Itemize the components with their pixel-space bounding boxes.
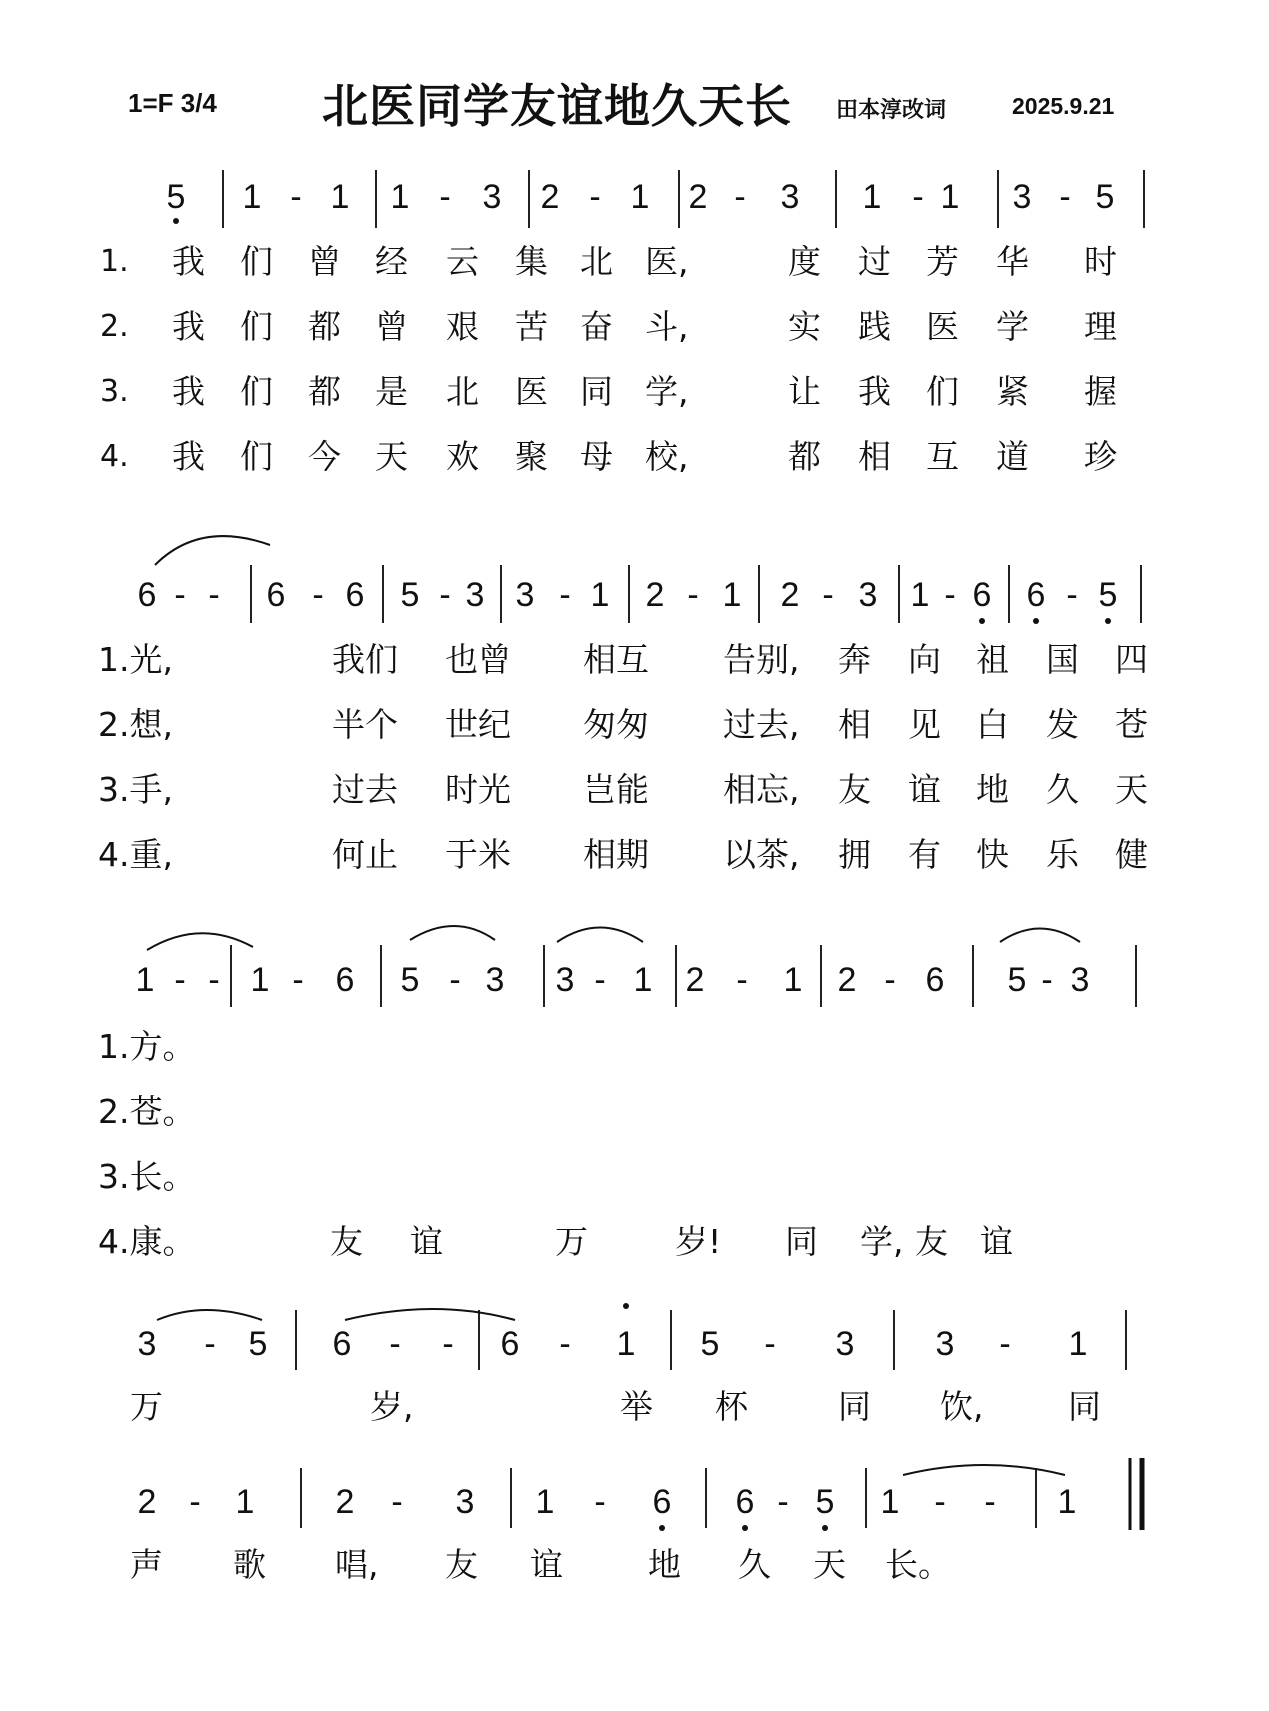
lyric-char: 们 — [240, 437, 273, 476]
note: 2 — [335, 1483, 355, 1521]
dash: - — [884, 961, 896, 999]
lyric-word: 何止 — [332, 835, 398, 874]
note: 6 — [925, 961, 945, 999]
barline — [1008, 565, 1010, 623]
lyric-word: 相忘, — [723, 770, 800, 809]
lyric-char: 珍 — [1084, 437, 1117, 476]
barline — [1140, 565, 1142, 623]
barline — [222, 170, 224, 228]
verse-ending: 1.方。 — [98, 1027, 196, 1066]
lyric-char: 道 — [996, 437, 1029, 476]
octave-dot — [742, 1525, 748, 1531]
dash: - — [391, 1483, 403, 1521]
note: 2 — [540, 178, 560, 216]
barline — [675, 945, 677, 1007]
chorus-lyric: 唱, — [335, 1545, 379, 1584]
note: 3 — [137, 1325, 157, 1363]
chorus-lyric: 杯 — [715, 1387, 748, 1426]
dash: - — [594, 961, 606, 999]
barline — [478, 1310, 480, 1370]
lyric-word: 发 — [1046, 705, 1079, 744]
dash: - — [984, 1483, 996, 1521]
lyric-word: 世纪 — [445, 705, 511, 744]
octave-dot — [173, 218, 179, 224]
octave-dot — [1033, 618, 1039, 624]
note: 3 — [858, 576, 878, 614]
dash: - — [589, 178, 601, 216]
chorus-lyric: 饮, — [940, 1387, 984, 1426]
lyric-char: 握 — [1084, 372, 1117, 411]
lyric-char: 校, — [645, 437, 689, 476]
note: 3 — [935, 1325, 955, 1363]
barline — [1035, 1468, 1037, 1528]
lyric-word: 岂能 — [583, 770, 649, 809]
barline — [295, 1310, 297, 1370]
dash: - — [736, 961, 748, 999]
note: 1 — [235, 1483, 255, 1521]
dash: - — [764, 1325, 776, 1363]
lyric-char: 医 — [515, 372, 548, 411]
verse-line-label: 3.手, — [98, 770, 173, 809]
lyric-char: 云 — [446, 242, 479, 281]
lyric-char: 奋 — [580, 307, 613, 346]
note: 1 — [862, 178, 882, 216]
lyric-char: 学, — [645, 372, 689, 411]
barline — [705, 1468, 707, 1528]
lyric-char: 同 — [580, 372, 613, 411]
note: 1 — [590, 576, 610, 614]
note: 1 — [633, 961, 653, 999]
slur — [155, 536, 270, 565]
note: 3 — [1012, 178, 1032, 216]
lyric-char: 曾 — [375, 307, 408, 346]
chorus-lyric: 同 — [1068, 1387, 1101, 1426]
dash: - — [999, 1325, 1011, 1363]
note: 2 — [645, 576, 665, 614]
lyric-char: 华 — [996, 242, 1029, 281]
lyric-char: 天 — [375, 437, 408, 476]
lyric-word: 相期 — [583, 835, 649, 874]
dash: - — [174, 961, 186, 999]
lyric-char: 曾 — [308, 242, 341, 281]
lyric-char: 们 — [240, 242, 273, 281]
dash: - — [208, 961, 220, 999]
lyric-word: 于米 — [445, 835, 511, 874]
note: 3 — [555, 961, 575, 999]
lyric-word: 乐 — [1046, 835, 1079, 874]
barline — [300, 1468, 302, 1528]
note: 5 — [815, 1483, 835, 1521]
lyric-word: 半个 — [332, 705, 398, 744]
dash: - — [439, 178, 451, 216]
note: 3 — [465, 576, 485, 614]
barline — [1135, 945, 1137, 1007]
lyric-word: 有 — [908, 835, 941, 874]
note: 6 — [652, 1483, 672, 1521]
note: 1 — [1057, 1483, 1077, 1521]
note: 1 — [1068, 1325, 1088, 1363]
verse-number: 2. — [100, 309, 129, 344]
note: 6 — [972, 576, 992, 614]
lyric-char: 理 — [1084, 307, 1117, 346]
note: 1 — [940, 178, 960, 216]
lyric-char: 今 — [308, 437, 341, 476]
key-signature: 1=F 3/4 — [128, 88, 217, 118]
dash: - — [439, 576, 451, 614]
lyric-word: 苍 — [1115, 705, 1148, 744]
lyric-char: 医, — [645, 242, 689, 281]
dash: - — [442, 1325, 454, 1363]
lyric-word: 国 — [1046, 640, 1079, 679]
lyric-word: 快 — [976, 835, 1009, 874]
lyric-word: 过去, — [723, 705, 800, 744]
note: 5 — [166, 178, 186, 216]
note: 1 — [722, 576, 742, 614]
lyric-word: 相 — [838, 705, 871, 744]
lyric-word: 谊 — [908, 770, 941, 809]
slur — [147, 933, 253, 950]
chorus-lyric: 谊 — [410, 1222, 443, 1261]
lyric-word: 告别, — [723, 640, 800, 679]
barline — [382, 565, 384, 623]
note: 6 — [335, 961, 355, 999]
lyric-char: 欢 — [446, 437, 479, 476]
barline — [678, 170, 680, 228]
barline — [820, 945, 822, 1007]
verse-ending: 2.苍。 — [98, 1092, 196, 1131]
dash: - — [687, 576, 699, 614]
lyric-char: 们 — [240, 372, 273, 411]
barline — [997, 170, 999, 228]
chorus-lyric: 友 — [330, 1222, 363, 1261]
verse-number: 3. — [100, 374, 129, 409]
slur — [1000, 929, 1080, 943]
note: 5 — [400, 961, 420, 999]
lyric-char: 学 — [996, 307, 1029, 346]
chorus-lyric: 举 — [620, 1387, 653, 1426]
dash: - — [734, 178, 746, 216]
dash: - — [292, 961, 304, 999]
dash: - — [174, 576, 186, 614]
lyric-word: 四 — [1115, 640, 1148, 679]
note: 3 — [515, 576, 535, 614]
lyric-word: 地 — [976, 770, 1009, 809]
song-title: 北医同学友谊地久天长 — [322, 79, 792, 133]
dash: - — [449, 961, 461, 999]
barline — [835, 170, 837, 228]
octave-dot — [979, 618, 985, 624]
barline — [898, 565, 900, 623]
slur — [557, 928, 643, 943]
lyric-char: 相 — [858, 437, 891, 476]
dash: - — [204, 1325, 216, 1363]
note: 2 — [137, 1483, 157, 1521]
dash: - — [559, 576, 571, 614]
lyric-word: 见 — [908, 705, 941, 744]
lyric-word: 向 — [908, 640, 941, 679]
note: 1 — [535, 1483, 555, 1521]
dash: - — [934, 1483, 946, 1521]
dash: - — [822, 576, 834, 614]
dash: - — [777, 1483, 789, 1521]
barline — [758, 565, 760, 623]
lyric-word: 以茶, — [723, 835, 800, 874]
octave-dot — [1105, 618, 1111, 624]
verse-line-label: 2.想, — [98, 705, 173, 744]
note: 5 — [248, 1325, 268, 1363]
slur — [345, 1309, 515, 1320]
lyric-char: 医 — [926, 307, 959, 346]
lyric-word: 友 — [838, 770, 871, 809]
note: 5 — [1095, 178, 1115, 216]
chorus-lyric: 声 — [130, 1545, 163, 1584]
verse-number: 1. — [100, 244, 129, 279]
chorus-lyric: 谊 — [530, 1545, 563, 1584]
lyric-char: 时 — [1084, 242, 1117, 281]
barline — [893, 1310, 895, 1370]
note: 1 — [250, 961, 270, 999]
chorus-lyric: 学, — [860, 1222, 904, 1261]
note: 1 — [135, 961, 155, 999]
dash: - — [944, 576, 956, 614]
dash: - — [1041, 961, 1053, 999]
lyric-char: 们 — [240, 307, 273, 346]
chorus-lyric: 岁, — [370, 1387, 414, 1426]
note: 5 — [400, 576, 420, 614]
lyric-char: 让 — [788, 372, 821, 411]
lyric-char: 我 — [172, 372, 205, 411]
lyric-word: 匆匆 — [583, 705, 649, 744]
dash: - — [1059, 178, 1071, 216]
slur — [903, 1465, 1065, 1475]
chorus-lyric: 岁! — [675, 1222, 722, 1261]
note: 5 — [1098, 576, 1118, 614]
dash: - — [594, 1483, 606, 1521]
verse-line-label: 1.光, — [98, 640, 173, 679]
lyric-word: 过去 — [332, 770, 398, 809]
lyric-word: 奔 — [838, 640, 871, 679]
verse-ending: 3.长。 — [98, 1157, 196, 1196]
note: 6 — [735, 1483, 755, 1521]
chorus-lyric: 友 — [445, 1545, 478, 1584]
note: 3 — [482, 178, 502, 216]
lyric-char: 集 — [515, 242, 548, 281]
lyric-char: 北 — [446, 372, 479, 411]
octave-dot — [822, 1525, 828, 1531]
lyric-char: 经 — [375, 242, 408, 281]
verse-line-label: 4.重, — [98, 835, 173, 874]
barline — [1125, 1310, 1127, 1370]
note: 6 — [137, 576, 157, 614]
lyric-char: 是 — [375, 372, 408, 411]
note: 1 — [242, 178, 262, 216]
dash: - — [189, 1483, 201, 1521]
lyric-char: 们 — [926, 372, 959, 411]
note: 2 — [837, 961, 857, 999]
chorus-lyric: 万 — [555, 1222, 588, 1261]
date-label: 2025.9.21 — [1012, 93, 1115, 119]
dash: - — [312, 576, 324, 614]
note: 3 — [835, 1325, 855, 1363]
barline — [670, 1310, 672, 1370]
barline — [510, 1468, 512, 1528]
lyric-char: 母 — [580, 437, 613, 476]
note: 1 — [330, 178, 350, 216]
lyric-word: 我们 — [332, 640, 398, 679]
lyric-char: 芳 — [926, 242, 959, 281]
barline — [865, 1468, 867, 1528]
verse-number: 4. — [100, 439, 129, 474]
lyric-char: 过 — [858, 242, 891, 281]
lyric-word: 也曾 — [445, 640, 511, 679]
octave-dot — [623, 1303, 629, 1309]
lyric-char: 践 — [858, 307, 891, 346]
note: 2 — [685, 961, 705, 999]
note: 5 — [700, 1325, 720, 1363]
dash: - — [208, 576, 220, 614]
note: 3 — [1070, 961, 1090, 999]
note: 3 — [780, 178, 800, 216]
lyric-char: 我 — [172, 437, 205, 476]
barline — [375, 170, 377, 228]
dash: - — [389, 1325, 401, 1363]
note: 6 — [1026, 576, 1046, 614]
lyric-char: 苦 — [515, 307, 548, 346]
lyric-char: 我 — [858, 372, 891, 411]
chorus-lyric: 地 — [648, 1545, 681, 1584]
lyric-char: 互 — [926, 437, 959, 476]
lyric-word: 拥 — [838, 835, 871, 874]
chorus-lyric: 长。 — [885, 1545, 951, 1584]
lyric-word: 时光 — [445, 770, 511, 809]
lyric-word: 相互 — [583, 640, 649, 679]
dash: - — [290, 178, 302, 216]
chorus-lyric: 友 — [915, 1222, 948, 1261]
slur — [410, 926, 495, 940]
barline — [230, 945, 232, 1007]
note: 1 — [630, 178, 650, 216]
lyric-char: 度 — [788, 242, 821, 281]
lyricist-credit: 田本淳改词 — [836, 98, 947, 123]
barline — [528, 170, 530, 228]
slur — [157, 1310, 262, 1320]
chorus-lyric: 同 — [785, 1222, 818, 1261]
lyric-char: 我 — [172, 242, 205, 281]
lyric-word: 久 — [1046, 770, 1079, 809]
lyric-word: 祖 — [976, 640, 1009, 679]
chorus-lyric: 万 — [130, 1387, 163, 1426]
barline — [972, 945, 974, 1007]
octave-dot — [659, 1525, 665, 1531]
lyric-char: 聚 — [515, 437, 548, 476]
chorus-lyric: 歌 — [233, 1545, 266, 1584]
barline — [1143, 170, 1145, 228]
lyric-char: 实 — [788, 307, 821, 346]
note: 5 — [1007, 961, 1027, 999]
lyric-char: 都 — [308, 372, 341, 411]
barline — [543, 945, 545, 1007]
dash: - — [1066, 576, 1078, 614]
lyric-char: 斗, — [645, 307, 689, 346]
chorus-lyric: 天 — [813, 1545, 846, 1584]
lyric-char: 艰 — [446, 307, 479, 346]
barline — [380, 945, 382, 1007]
note: 6 — [500, 1325, 520, 1363]
note: 3 — [485, 961, 505, 999]
chorus-lyric: 谊 — [980, 1222, 1013, 1261]
lyric-char: 紧 — [996, 372, 1029, 411]
note: 6 — [332, 1325, 352, 1363]
barline — [628, 565, 630, 623]
lyric-char: 我 — [172, 307, 205, 346]
dash: - — [912, 178, 924, 216]
note: 6 — [266, 576, 286, 614]
lyric-word: 天 — [1115, 770, 1148, 809]
barline — [500, 565, 502, 623]
note: 3 — [455, 1483, 475, 1521]
note: 1 — [616, 1325, 636, 1363]
note: 2 — [688, 178, 708, 216]
lyric-char: 都 — [308, 307, 341, 346]
verse-ending: 4.康。 — [98, 1222, 196, 1261]
barline — [250, 565, 252, 623]
chorus-lyric: 久 — [738, 1545, 771, 1584]
note: 2 — [780, 576, 800, 614]
lyric-char: 北 — [580, 242, 613, 281]
note: 6 — [345, 576, 365, 614]
lyric-word: 白 — [976, 705, 1009, 744]
note: 1 — [783, 961, 803, 999]
note: 1 — [880, 1483, 900, 1521]
dash: - — [559, 1325, 571, 1363]
lyric-word: 健 — [1115, 835, 1148, 874]
chorus-lyric: 同 — [838, 1387, 871, 1426]
lyric-char: 都 — [788, 437, 821, 476]
note: 1 — [390, 178, 410, 216]
note: 1 — [910, 576, 930, 614]
